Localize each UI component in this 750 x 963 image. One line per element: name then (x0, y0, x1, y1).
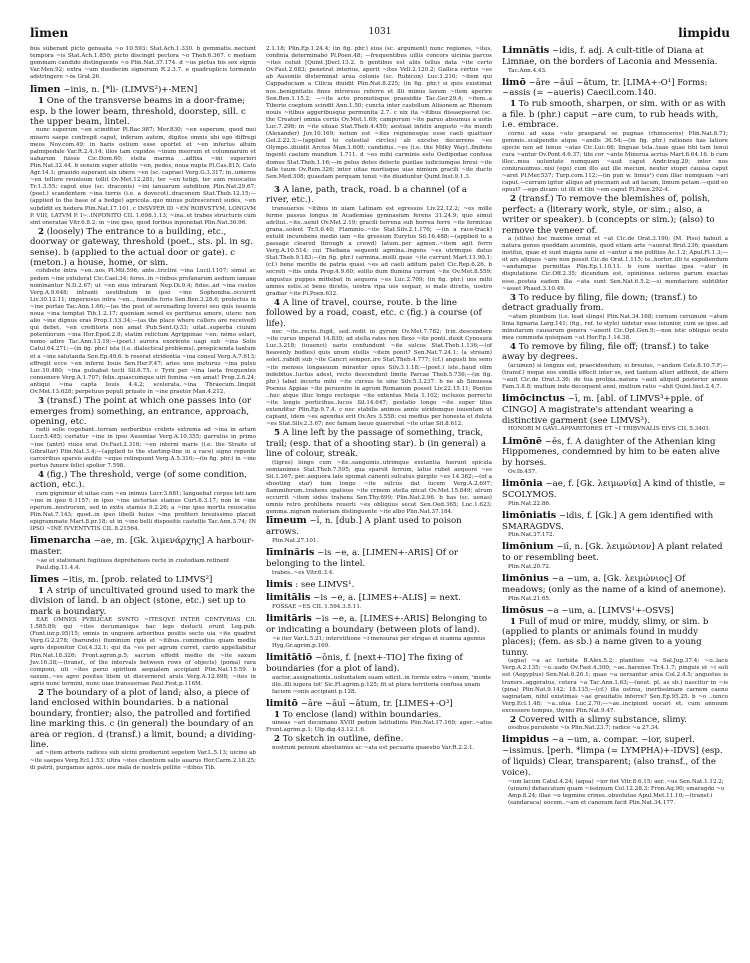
citations: Plin.Nat.20.72. (508, 564, 551, 571)
sense-text: (fig.) The threshold, verge (of some condition, action, etc.). (30, 469, 247, 491)
sense (266, 604, 492, 611)
dictionary-entry (266, 580, 492, 591)
sense-text: A line of travel, course, route. b the line followed by a road, coast, etc. c (fig.) a course (of life). (266, 297, 482, 329)
citations: a (stilus) hoc maxime ornat et ~at Cic.de Orat.3.190; (M. Piso) habuit a natura genus quoddam acuminis, quod etiam arte ~auerat Brut.236; quaedam institui, quae et sunt magna sane et ~antur a me politius Ac.1.2; Apul.Fl.1.3;—ut ars aliquos ~are non possit Cic.de Orat.1.115; te..hortor..illi te expoliendum ~andumque permittas Plin.Ep.1.10.11. b cum ueritas ipsa ~atur in disputatione Cic.Off.2.35; dicendum est, opiniones ueteres parum exactas esse..postea eadem illa ~ata sunt Sen.Nat.6.5.2;—si mendacium subtiliter ~asset Phaed.3.10.49. (502, 235, 728, 292)
page-header (30, 26, 730, 42)
entry-lemma: limitō (266, 698, 298, 710)
dictionary-entry (502, 479, 728, 508)
entry-grammar: ~idis, f. adj. A cult-title of Diana at Limnae, on the borders of Laconia and Messenia. (502, 46, 718, 67)
sense-text: To remove by filing, file off; (transf.) to take away by degrees. (502, 341, 709, 363)
citations: cornu ad saxa ~ato praeparat se pugnae (rhinoceros) Plin.Nat.8.71; gemmis..scalpendis atque ~andis 36.54;—(in fig. phr.) rationes has latiore specie non ad tenue ~atas Cic.Luc.66; linguae tela..tuae quae tibi tam tenui cura ~antur Ov.Pont.4.6.37; tibi cor ~ante Minerua acrius Mart.6.64.16. b cum illoc..mea uoluntate numquam ~auit caput Andr.trag.29; inter nos coniurauimus..nisi (ego) cum illo aut ille mecum, neuter stupri caussa caput ~aret Pl.Mer.537; Turp.com.112;—(in pun w. limus¹) cum illac numquam ~ari caput.—curram igitur aliquo ad piscinam aut ad lacum, limum petam.—quid eo opust? —ego dicam: ut illi et tibi ~em caput Pl.Poen.292-4. (502, 130, 728, 194)
citations: (aqua) ~a ac turbida B.Alex.5.2; planities ~a Sal.Jug.37.4; ~o..lacu Verg.A.2.135; ~o..uado Ov.Fast.4.300; ~ae..harense Tr.4.1.7; pinguis et ~i soli est (Aegyptus) Sen.Nat.6.26.1; quae ~a uersantur arua Col.2.4.5; angustus is transrs..aggeratus, cetera ~a Tac.Ann.1.63;—(neut. pl. as sb.) nascitur in ~is (pina) Plin.Nat.9.142; 18.135;—(cf.) illa ostrea, inertissimam carnem caeno saginatam, nihil existimas ~ae grauitatis inferre? Sen.Ep.95.25. b ~o ..iunco Verg.Ecl.1.48; ~a..ulua Luc.2.70;—~ae..incipiunt uocari et, cum annuum excessere tempus, thynni Plin.Nat.9.47. (502, 658, 728, 714)
sense-number: 4 (38, 469, 44, 480)
entry-head (502, 78, 728, 100)
entry-grammar: ~āre ~āuī ~ātum, tr. [LIMES+-O³] (300, 699, 453, 710)
sense-text: The boundary of a plot of land; also, a piece of land enclosed within boundaries. b a national boundary, frontier; also, the patrolled and fortified line marking this. c (in general) the boundary of an area or region. d (transf.) a limit, bound; a dividing-line. (30, 688, 256, 751)
citations: FOSSAE ~ES CIL 1.594.3.5.11. (272, 604, 362, 611)
sense-definition (502, 194, 728, 236)
sense-text: Full of mud or mire, muddy, slimy, or sim. b (applied to plants or animals found in muddy places); (fem. as sb.) a name given to a young tunny. (502, 616, 709, 658)
sense-text: A strip of uncultivated ground used to mark the division of land. b an object (stone, etc.) set up to mark a boundary. (30, 585, 255, 617)
sense-definition (30, 688, 256, 750)
sense-text: To enclose (land) within boundaries. (282, 709, 442, 720)
citations: transuersis ~itibus in uiam Latinam est egressus Liv.22.12.2; ~es mille ferme passus longus in Academiae gymnasium ferens 31.24.9; quo simul adcliui..~ite..uenit Ov.Met.2.19; gracili terrena sub horrea ferre ~ite formicae grana..solent Tr.5.6.40; Flaminio..~ite Stat.Silv.2.1.176; —(in a race-track) extulit incumbens medio iam ~ite gressum Eurytus Sil.16.488;—(applied to a passage cleared through a crowd) latum..per agmen..~item agit ferro Verg.A.10.514; cui Thebana sequenti agmina..ingens ~es utrimque datus Stat.Theb.9.183;—(in fig. phr.) carmina..molli quae ~ite currunt Mart.11.90.1; (cf.) bene meritis de patria quasi ~es ad caeli aditum patet Cic.Rep.6.26. b secreti ~itis unda Prop.4.9.60; solito dum flumina currant ~ite Ov.Met.8.559; angustus puppes mittebat in aequora ~es Luc.2.709; (in fig. phr.) uos mihi amnes estis..si bene dicetis, uostra ripa uos sequar, si male dicetis, uostro gradiar ~ite Pl.Poen.632. (266, 205, 492, 297)
entry-grammar: ~ae, m. [Gk. λιμενάρχης] A harbour-master. (30, 536, 255, 558)
sense-number: 2 (510, 714, 516, 725)
entry-head (502, 479, 728, 501)
sense-definition (502, 617, 728, 659)
sense (266, 538, 492, 545)
entry-grammar: ~ī, n. [dub.] A plant used to poison arrows. (266, 516, 462, 538)
dictionary-entry (266, 699, 492, 752)
sense (502, 779, 728, 807)
sense (30, 688, 256, 772)
sense-definition (30, 396, 256, 427)
citations: (acumen) si longius est, praecidendum; si breuius, ~andum Cels.8.10.7.F;—(transf.) neque eos similis effecit inter se, sed tantum alteri adfinxit, de altero ~auit Cic.de Orat.3.36; de tua prolixa..natura ~auit aliquid posterior annos Fam.3.8.8; multum inde decoquent anni, multum ratio ~abit Quint.Inst.2.4.7. (502, 362, 728, 390)
sense-number: 2 (510, 194, 516, 205)
entry-lemma: limpidus (502, 734, 549, 746)
citations: cohibete intra ~en..uos Pl.Mil.596; ante..triclini ~ina Lucil.1107; simul ac pedem ~ine extulerat Cic.Cael.34; fores..in ~inibus profanarum aedium ianuae nominantur N.D.2.67; ut ~en eius intrarant Nep.Di.9.4; fidus..ad ~ina custos Verg.A.9.648; intranti uestibulum in ipso ~ine Sophoniba..occurrit Liv.30.12.11; imperiosus intra ~en.., humilis foris Sen.Ben.3.28.6; prolectus in ~ine portae Tac.Ann.1.66;—(as the post of serenading lovers) seu quis iuuenis noua ~ina temptat Tib.1.2.17; quoniam semel es periturus amore, utere: non alio ~ine dignus eras Prop.1.13.34;—(as the place where callers are received) qui debet, ~en creditoris non amat Pub.Sent.Q.33; uitat..superba ciuium potentiorum ~ina Hor.Epod.2.8; statim relictum Agrippinae ~en: nemo solari, nemo adire Tac.Ann.13.19;—(poet.) aurora exoriente uagi sub ~ina Solis Catul.64.271;—(in fig. phr.) ista (i.e. dialectical problems)..prospicienda tantum et a ~ine salutanda Sen.Ep.49.6. b reserat stridentia ~ina consul Verg.A.7.613; effregit ecce ~en inferni Iouis Sen.Her.F.47; aries uno moturus ~ina pulsu Luc.10.480; ~ina pulsabat tecti Sil.6.75. c Tyrii per ~ina laeta frequentes conuenere Verg.A.1.707; felix..quascumque uiri femina ~en amat! Prop.2.6.24; antiqui ~ina capta Iouis 4.4.2; scelerata..~ina Thraecum..linquit Ov.Met.13.628; perpetuus populi priuato in ~ine praetor Man.4.212. (30, 268, 256, 396)
sense (502, 342, 728, 391)
entry-grammar: ~is ~e, a. [LIMES+-ALIS] = next. (313, 593, 461, 604)
dictionary-entry (266, 548, 492, 577)
citations: trabes..~es Vitr.6.3.4. (272, 569, 335, 576)
sense-definition (266, 428, 492, 459)
citations: auctor..assignationis..uoluntatem suam edicit..in formis extra ~onem, 'monte illo..illi iugera tot' Sic.Fl.agrim.p.125; fit ut plura territoria confusa unam faciem ~onis accipiant p.128. (272, 674, 492, 695)
entry-lemma: limōnius (502, 573, 549, 585)
sense (30, 396, 256, 470)
sense-text: A line left by the passage of something, track, trail; (esp. that of a shooting star). b (in general) a line of colour, streak. (266, 428, 487, 460)
dictionary-entry (502, 46, 728, 75)
sense-definition (502, 715, 728, 725)
dictionary-entry (30, 536, 256, 572)
sense (266, 710, 492, 735)
sense-text: (transf.) The point at which one passes into (or emerges from) something, an entrance, approach, opening, etc. (30, 396, 252, 427)
citations: EAE OMNES PVBLICAE SVNTO ~ITESQVE INTER CENTVRIAS CIL 1.585.89; qui ~ites decumanique hac lege deducti erunt Leg.pub.(Font.iur.p.95)15; omnis in unguem arboribus positis secto uia ~ite quadret Verg.G.2.278; (harundo) fluminum ripis et ~itibus..commodius quam mediis agris deponitur Col.4.32.1; qui ita ~es per agrum curret, cardo appellabitur Plin.Nat.18.326; Front.agrim.p.5; sacrum effodit medio de ~ite saxum Juv.16.38;—(transf., of the intervals between rows of objects) (poma) rara componi, uti ~ites perui spiritum aequalem accipiant Plin.Nat.15.59. b saxum..~es agro positus litem ut discerneret aruis Verg.A.12.898; ~ites in agris nunc termini, nunc uiae transuersae Paul.Fest.p.116M. (30, 617, 256, 687)
sense-number: 3 (510, 292, 516, 303)
sense (502, 68, 728, 75)
entry-head (266, 593, 492, 604)
entry-lemma: līmeum (266, 515, 307, 527)
sense (502, 469, 728, 476)
sense-definition (266, 710, 492, 720)
entry-lemma: limōsus (502, 604, 544, 616)
entry-lemma: līmes (30, 574, 59, 586)
sense (30, 96, 256, 227)
sense (502, 501, 728, 508)
continued-citations: bus suberant picto genualia ~o 10.593; Stat.Ach.1.330. b gemmatis..nectunt tempora ~is Stat.Ach.1.850; picto discingit pectora ~o Theb.6.367. c mediam gemmam candido distinguente ~o Plin.Nat.37.174. d ~us pictus bis sex signis Var.Men.92; extra ~um duodecim signorum R.2.3.7. e quadruplicis tormento adstringere ~os Grat.26. (30, 46, 256, 81)
sense (30, 558, 256, 572)
entry-head (502, 511, 728, 533)
citations: ~atum plumbum (i.e. lead slings) Plin.Nat.34.168; cornum ceruinum ~atum lima lignaria Larg.141; (fig., ref. to style) uidetur esse ieiunior, cum se ipse..ad minutarum causarum genera ~auerit Cic.Opt.Gen.9;—non istic obliquo oculo mea commoda quisquam ~at Hor.Ep.1.14.38. (502, 313, 728, 341)
sense (502, 293, 728, 342)
dictionary-entry (502, 542, 728, 571)
citations: Plin.Nat.27.101. (272, 537, 319, 544)
entry-grammar: : see LIMVS¹. (295, 579, 355, 590)
sense (266, 675, 492, 696)
sense (502, 715, 728, 733)
sense-number: 2 (38, 688, 44, 698)
entry-grammar: ~ī, m. [abl. of LIMVS³+pple. of CINGO] A magistrate's attendant wearing a distinctive garment (see LIMVS³). (502, 394, 704, 426)
dictionary-entry (502, 511, 728, 540)
citations: cum gignimur et uitae cum ~en inimus Lucr.3.681; languebat corpus leti iam ~ine in ipso 6.1157; in ipso ~ine uictoriae stamus Curt.6.3.17; non in ~ine operum..nostrorum, sed in exitu stamus 9.2.26; a ~ine ipso mortis reuocatus Plin.Nat.7.143; quod..in ipso libelli huius ~ine profiteri breuissimo placuit epigrammate Mart.8.pr.18; ut in ~ine belli dispositis castellis Tac.Ann.3.74; IN IPSO ~INE IVVENTVTIS CIL 8.21564. (30, 490, 256, 533)
dictionary-entry (502, 437, 728, 476)
sense-text: (transf.) To remove the blemishes of, polish, perfect: a (literary work, style, or sim.; also, a writer or speaker). b (concepts or sim.); (also) to remove the veneer of. (502, 194, 715, 236)
citations: nec ~ite..recto..fugit, sed..redit in gyrum Ov.Met.7.782; Irin..descendere ~ite curuo imperat 14.830; ad stella rates non flexo ~ite ponti..duxit Cynosura Luc.3.218; (iuuenci) uario confundunt ~ite sulcos Stat.Theb.1.136;—(of heavenly bodies) quis unum stellis ~item ponit? Sen.Nat.7.24.1; (a stream) solet..rabidi sub ~ite Cancri semper..ire Stat.Theb.4.777; (cf.) angusti bis seno ~ite menses longaeuum mirantur opus Silv.3.1.18;—(poet.) iste..haud olim indebitus..luctus adest, recto descendunt limite Parcae Theb.5.736;—(in fig. phr.) labat incerto mihi ~ite cursus te sine Silv.5.3.237. b ne ab Sinuessa Poenus Appiae ~ite peruenire in agrum Romanum posset Liv.22.15.11; Pontus ..huc atque illuc longo rectoque ~ite extentus Mela 1.102; inclusos porrecto ~ite longis porticibus..lucos Sil.14.647; gestatio longo ~ite super litus extenditur Plin.Ep.9.7.4. c nec stabilis animos annis uiridemque iuuentam ut capiant, idem ~es agendus erit Ov.Ars 3.558; cui medius per honesta et dulcia ~es Stat.Silv.2.3.67; nec famam laeuo quaerebat ~ite uitae Sil.8.612. (266, 329, 492, 428)
entry-head (502, 574, 728, 596)
entry-lemma: līmen (30, 84, 61, 96)
sense-number: 4 (274, 297, 280, 308)
entry-head (502, 606, 728, 617)
sense (266, 636, 492, 650)
sense (30, 470, 256, 533)
entry-grammar: ~ōnis, f. [next+-TIO] The fixing of boundaries (for a plot of land). (266, 653, 463, 674)
entry-head (266, 614, 492, 636)
sense-definition (502, 342, 728, 363)
citations: Tac.Ann.4.43. (508, 67, 547, 74)
citations: (tigres) longo cum ~ite..sanguinis..utrimque exstantia fuerunt spicula semianimes Stat.Theb.7.595; qua sparsit ferrum, latus rubet aequore ~es Sil.1.267; per..aequora late spumat canenti sulcatus gurgite ~es 14.362;—(of a shooting star) tum longo ~ite sulcus dat lucem Verg.A.2.697; flammiferum..trahens spatioso ~ite crinem stella micat Ov.Met.15.849; atrum occurrit ~item sidus trahens Sen.Thy.699; Plin.Nat.2.96. b has (sc. uenas) omnis retro prohibens reuerti ~es obliquus secat Sen.Oed.365; Luc.1.623; gemma..nigram materiam distinguente ~ite albo Plin.Nat.37.184. (266, 459, 492, 516)
citations: Ov.Ib.457. (508, 468, 537, 475)
entry-head (266, 548, 492, 570)
dictionary-entry (502, 606, 728, 733)
sense (502, 99, 728, 194)
entry-head (502, 394, 728, 426)
dictionary-entry (502, 574, 728, 603)
citations: ~e iter Var.L.5.21; interstitione ~i mensuras per strigas et scamna agemus Hyg.Gr.agrim.p.169. (272, 635, 486, 650)
sense-definition (266, 734, 492, 744)
sense-number: 5 (274, 428, 280, 439)
entry-lemma: limitālis (266, 592, 311, 604)
dictionary-entry (30, 575, 256, 772)
dictionary-entry (30, 85, 256, 533)
sense-text: One of the transverse beams in a door-frame; esp. b the lower beam, threshold, doorstep, sill. c the upper beam, lintel. (30, 96, 246, 128)
citations: ad ~item arboris radices sub uicini prodierunt segetem Var.L.5.13; uicino ab ~ite saepes Verg.Ecl.1.53; ultra ~ites clientium salis auarus Hor.Carm.2.18.25; di patrii, purgamus agros..uos mala de nostris pellite ~itibus Tib. (30, 750, 256, 771)
sense (266, 298, 492, 429)
dictionary-entry (266, 614, 492, 650)
sense (502, 564, 728, 571)
entry-head (502, 542, 728, 564)
sense (502, 596, 728, 603)
citations: uineas ~ari decumano XVIII pedum latitudinis Plin.Nat.17.169; ager..~atus Front.agrim.p.1; Ulp.dig.43.12.1.6. (266, 720, 492, 734)
sense-number: 2 (38, 226, 44, 237)
entry-grammar: ~idis, f. [Gk.] A gem identified with SMARAGDVS. (502, 510, 714, 532)
column-middle (266, 46, 492, 810)
sense-number: 1 (274, 709, 280, 720)
sense (266, 185, 492, 298)
continued-citations: 2.1.18; Plin.Ep.1.24.4; (in fig. phr.) eius (sc. argument) nunc regiones, ~ites, confinia determinabo Pl.Poen.48; —frequentibus uillis concors uicinia parcos ~ites coluit [Quint.]Decl.13.2. b gentibus est aliis tellus data ~ite certo Ov.Fast.2.683; penetrat interius, aperit ~ites Vell.2.120.2; Gallica certus ~es ab Ausoniis disterminat arua colonis (sc. Rubicon) Luc.1.216; ~item qui Cappadociam a Cilicia diuidit Plin.Nat.8.225; (in fig. phr.) si quis existimat nos..benignitatis fines introrsus referre et illi minus laxum ~item aperire Sen.Ben.1.15.2; —~ite acto promotisque praesidiis Tac.Ger.29.4; ~item..a Tiberio coeptum scindit Ann.1.50; cuncta inter castellum Alisonem ac Rhenum nouis ~itibus aggeribusque permunita 2.7. c uix ita ~itibus dissaepserat (sc. the Creator) omnia certis Ov.Met.1.69; camporum ~ite paruo absumus a uotis Luc.7.298; in ~ite siluae Stat.Theb.4.450; aestuat infelix angusto ~ite mundi (Alexander) Juv.10.169; notum est ~ites regionesque esse caeli quattuor Gel.2.22.3;—(applied to celestial circles) ab excelso decurrens ~es Olympo..diuidit Arctos Man.1.609; candidus..~es (i.e. the Milky Way)..findens ingenti caelum mundum 1.711. d ~es mihi carminis esto Oedipodae confusa domus Stat.Theb.1.16;—in pelus dotes delecte pueilae iudiciumque breui ~ite falle tuum Ov.Rem.326; inter uitae mortisque uias nimium gracili ~ite ducto Sen.Med.308; quaedam perquam tenui ~ite diuiduntur Quint.Inst.9.1.3. (266, 46, 492, 180)
sense-number: 3 (274, 184, 280, 195)
right-guide-word: limpidu (678, 26, 730, 40)
sense (266, 428, 492, 516)
sense (502, 617, 728, 715)
sense-definition (30, 227, 256, 269)
entry-lemma: līmenarcha (30, 535, 91, 547)
dictionary-entry (502, 394, 728, 433)
entry-head (30, 85, 256, 96)
sense-text: A lane, path, track, road. b a channel (of a river, etc.). (266, 184, 467, 206)
entry-grammar: ~ae, f. [Gk. λειμωνία] A kind of thistle, = SCOLYMOS. (502, 479, 726, 500)
sense-definition (266, 185, 492, 206)
citations: Plin.Nat.37.172. (508, 532, 555, 539)
entry-lemma: limis (266, 578, 293, 590)
entry-grammar: ~a ~um, a. [Gk. λειμώνιος] Of meadows; (only as the name of a kind of anemone). (502, 574, 727, 595)
citations: Plin.Nat.21.65. (508, 595, 551, 602)
sense-number: 3 (38, 396, 44, 407)
column-left (30, 46, 256, 810)
sense-text: To rub smooth, sharpen, or sim. with or as with a file. b (phr.) caput ~are cum, to rub heads with, i.e. embrace. (502, 99, 726, 131)
left-guide-word: līmen (30, 26, 69, 40)
entry-lemma: limitātiō (266, 652, 313, 664)
sense-definition (502, 293, 728, 314)
sense (30, 586, 256, 688)
entry-grammar: ~āre ~āuī ~ātum, tr. [LIMA+-O¹] Forms: ~assis (= ~aueris) Caecil.com.140. (502, 77, 708, 99)
sense-text: To reduce by filing, file down; (transf.) to detract gradually from. (502, 292, 698, 314)
citations: ~ae et stationarii fugitiuos deprehensos recte in custodiam retinent Paul.dig.11.4.4. (36, 557, 230, 571)
entry-head (502, 437, 728, 469)
entry-head (266, 516, 492, 538)
entry-lemma: Limnātis (502, 45, 550, 56)
sense-number: 1 (38, 96, 44, 107)
citations: ossibus purulente ~is Plin.Nat.23.7; radice ~a 27.34. (508, 725, 660, 732)
sense (502, 426, 728, 433)
entry-grammar: ~iī, n. [Gk. λειμώνιον] A plant related to or resembling beet. (502, 542, 723, 564)
sense-number: 4 (510, 341, 516, 352)
entry-grammar: ~a ~um, a. compar. ~ior, superl. ~issimus. [perh. *limpa (= LYMPHA)+-IDVS] (esp. of liquids) Clear, transparent; (also transf., of the voice). (502, 735, 723, 778)
entry-head (30, 575, 256, 586)
sense-text: Covered with a slimy substance, slimy. (518, 714, 687, 725)
sense-number: 1 (38, 585, 44, 596)
entry-grammar: ~ēs, f. A daughter of the Athenian king Hippomenes, condemned by him to be eaten alive by horses. (502, 436, 720, 469)
sense-definition (502, 99, 728, 130)
sense-text: (loosely) The entrance to a building, etc., doorway or gateway, threshold (poet., sts. pl. in sg. sense). b (applied to the actual door or gate). c (meton.) a house, home, or sim. (30, 226, 254, 269)
entry-lemma: limōcinctus (502, 393, 565, 405)
sense-definition (30, 470, 256, 491)
dictionary-entry (266, 653, 492, 696)
entry-head (266, 580, 492, 591)
dictionary-entry (502, 78, 728, 391)
sense (266, 570, 492, 577)
sense-definition (30, 96, 256, 127)
sense-definition (30, 586, 256, 617)
entry-grammar: ~inis, n. [*li- (LIMVS²)+-MEN] (63, 85, 198, 96)
entry-grammar: ~itis, m. [prob. related to LIMVS²] (61, 575, 213, 586)
sense-number: 2 (274, 734, 280, 745)
citations: nostrum pensum absoluimus ac ~ata est pecuaria quaestio Var.R.2.2.1. (272, 744, 475, 751)
entry-lemma: Limōnē (502, 435, 543, 447)
sense-definition (266, 298, 492, 329)
entry-lemma: limōniatis (502, 509, 557, 521)
entry-grammar: ~is ~e, a. [LIMES+-ARIS] Belonging to or indicating a boundary (between plots of land). (266, 614, 488, 636)
citations: nunc superum ~en scinditur Pl.Bac.987; Mer.830; ~en superum, quod mei misero saepe confregit caput, inferum autem, digitos omnis ubi ego diffregi meos Nov.com.49; in haris ostium esse oportet et ~en inferius altum palmipedale Var.R.2.4.14; illos tam cupidos ~inum meorum et columnarum et uaharum fuisse Cic.Dom.60; stelia marina ..adfixa ~ini superiori Plin.Nat.32.44. b sensim super attolle ~en, pedes, noua nupta Pl.Cas.815; Cato Agr.14.1; grauido superant uix ubere ~en (sc. caprae) Verg.G.3.317; in..umeros ~en tellure reuulsum tollit Ov.Met.12.281; ter ~en tetigi, ter sum reuocatus Tr.1.3.55; caput eius (sc. draconis) ~ini ianuarum subditum Plin.Nat.29.67; (poet.) scandentem ~ina turris (i.e. a dovecot)..draconem Stat.Theb.12.15;—(applied to the base of a hedge) agricola..quo minus putrescerent sudes, ~en subdidit ex hedera Plin.Nat.17.101. c INSVPER ID ~EN ROBVSTVM, LONGVM P. VIII, LATVM P. I~..INPONITO CIL 1.698.1.13; ~ina..et trabes structuris cum sint oneratae Vitr.6.8.2; in ~ine ipso, quod foribus inponebat Plin.Nat.36.96. (30, 127, 256, 226)
page-number: 1031 (368, 27, 392, 37)
sense (30, 227, 256, 396)
entry-head (266, 653, 492, 675)
citations: ~um lacum Catul.4.24; (aqua) ~ior fiet Vitr.8.6.15; aer..~us Sen.Nat.1.12.2; (uinum) defaecatum quam ~issimum Col.12.28.3; Fron.Aq.90; smaragdo ~o Amp.8.24; illae ~o tegmine crines..obuolutae Apul.Met.11.10;—(transf.) (sandaraca) uocem..~am et canoram facit Plin.Nat.34.177. (508, 778, 725, 806)
sense-text: To sketch in outline, define. (282, 734, 404, 745)
sense (502, 532, 728, 539)
dictionary-entry (266, 516, 492, 545)
entry-head (502, 46, 728, 68)
entry-grammar: ~a ~um, a. [LIMVS¹+-OSVS] (546, 605, 674, 616)
entry-grammar: ~is ~e, a. [LIMEN+-ARIS] Of or belonging to the lintel. (266, 548, 458, 569)
entry-lemma: līminăris (266, 547, 315, 558)
sense-number: 1 (510, 616, 516, 627)
entry-lemma: limitāris (266, 613, 312, 625)
entry-head (30, 536, 256, 558)
citations: HONORI M GAVI..APPARITORES ET ~I TRIBVNALIS EIVS CIL 5.3401. (508, 426, 711, 433)
entry-head (266, 699, 492, 710)
column-right (502, 46, 728, 810)
dictionary-entry (266, 593, 492, 611)
sense (266, 734, 492, 752)
sense-number: 1 (510, 99, 516, 110)
entry-lemma: limōnium (502, 541, 554, 553)
entry-head (502, 735, 728, 778)
citations: radii solis cogebant..terram uerberibus crebris extrema ad ~ina in artum Lucr.5.485; certatur ~ine in ipso Ausoniae Verg.A.10.355; garrulus in primo ~ine (antri) riuos erat Ov.Fast.2.316; ~en interni maris (i.e. the Straits of Gibraltar) Plin.Nat.3.4;—(applied to the starting-line in a race) signo repente carceribus sparsis audito ~eque relinquunt Verg.A.5.316;—(in fig. phr.) in ~ine portus funere felici spolior 7.598. (30, 427, 256, 469)
entry-lemma: limōnia (502, 478, 543, 490)
sense (502, 194, 728, 292)
text-columns (30, 46, 730, 810)
citations: Plin.Nat.22.86. (508, 500, 551, 507)
entry-lemma: limō (502, 76, 526, 88)
dictionary-entry (502, 735, 728, 807)
